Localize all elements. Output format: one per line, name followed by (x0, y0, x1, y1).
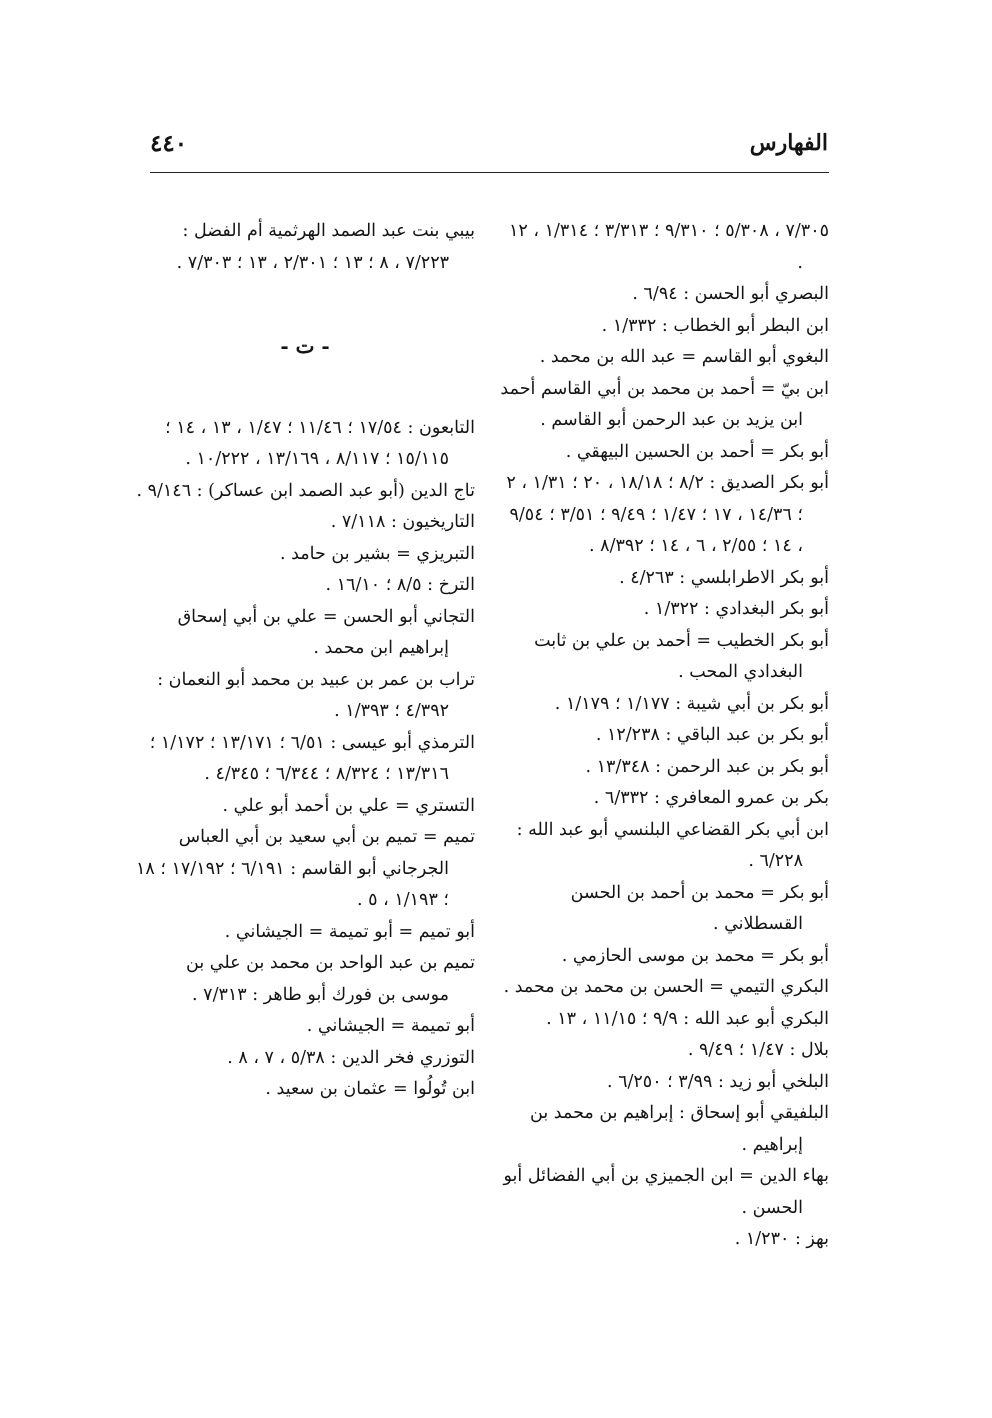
index-entry: أبو بكر بن عبد الرحمن : ١٣/٣٤٨ . (585, 756, 829, 777)
index-entry: التستري = علي بن أحمد أبو علي . (222, 795, 475, 816)
index-entry: أبو تميم = أبو تميمة = الجيشاني . (224, 921, 475, 942)
index-entry: بهز : ١/٢٣٠ . (734, 1229, 829, 1249)
running-title: الفهارس (749, 130, 828, 156)
index-entry: أبو بكر = محمد بن أحمد بن الحسن القسطلاني . (570, 882, 829, 934)
index-entry: أبو بكر = محمد بن موسى الحازمي . (561, 945, 829, 966)
index-entry: أبو بكر الخطيب = أحمد بن علي بن ثابت البغدادي المحب . (534, 630, 829, 682)
index-entry: التجاني أبو الحسن = علي بن أبي إسحاق إبراهيم ابن محمد . (177, 606, 475, 658)
index-entry: بيبي بنت عبد الصمد الهرثمية أم الفضل : ٧/٢٢٣ ، ٨ ؛ ١٣ ؛ ٢/٣٠١ ، ١٣ ؛ ٧/٣٠٣ . (176, 221, 475, 273)
index-entry: أبو تميمة = الجيشاني . (306, 1016, 475, 1036)
page-header (150, 130, 828, 170)
index-entry: ٧/٣٠٥ ، ٥/٣٠٨ ؛ ٩/٣١٠ ؛ ٣/٣١٣ ؛ ١/٣١٤ ، ١٢ . (509, 221, 829, 273)
index-entry: ابن البطر أبو الخطاب : ١/٣٣٢ . (601, 315, 829, 336)
index-entry: أبو بكر الاطرابلسي : ٤/٢٦٣ . (619, 567, 829, 588)
index-entry: البصري أبو الحسن : ٦/٩٤ . (632, 284, 829, 304)
index-entry: بلال : ١/٤٧ ؛ ٩/٤٩ . (687, 1040, 829, 1060)
index-entry: الترخ : ٨/٥ ؛ ١٦/١٠ . (325, 575, 475, 595)
index-entry: تاج الدين (أبو عبد الصمد ابن عساكر) : ٩/١٤٦ . (136, 480, 475, 501)
index-entry: تراب بن عمر بن عبيد بن محمد أبو النعمان : ٤/٣٩٢ ؛ ١/٣٩٣ . (157, 669, 475, 721)
index-entry: بهاء الدين = ابن الجميزي بن أبي الفضائل أبو الحسن . (503, 1166, 829, 1218)
index-entry: البغوي أبو القاسم = عبد الله بن محمد . (539, 347, 829, 367)
index-entry: تميم = تميم بن أبي سعيد بن أبي العباس الجرجاني أبو القاسم : ٦/١٩١ ؛ ١٧/١٩٢ ؛ ١٨ ؛ ١/١٩٣ ، ٥ . (136, 827, 475, 910)
index-entry: الترمذي أبو عيسى : ٦/٥١ ؛ ١٣/١٧١ ؛ ١/١٧٢ ؛ ١٣/٣١٦ ؛ ٨/٣٢٤ ؛ ٦/٣٤٤ ؛ ٤/٣٤٥ . (149, 732, 475, 784)
index-entry: أبو بكر الصديق : ٨/٢ ؛ ١٨/١٨ ، ٢٠ ؛ ١/٣١ ، ٢ ؛ ١٤/٣٦ ، ١٧ ؛ ١/٤٧ ؛ ٩/٤٩ ؛ ٣/٥١ ؛ ٩/٥٤ ، ١٤ ؛ ٢/٥٥ ، ٦ ، ١٤ ؛ ٨/٣٩٢ . (506, 473, 829, 556)
index-entry: التابعون : ١٧/٥٤ ؛ ١١/٤٦ ؛ ١/٤٧ ، ١٣ ، ١٤ ؛ ١٥/١١٥ ؛ ٨/١١٧ ، ١٣/١٦٩ ، ١٠/٢٢٢ . (165, 417, 475, 469)
index-column-left (135, 216, 475, 1106)
index-entry: أبو بكر بن أبي شيبة : ١/١٧٧ ؛ ١/١٧٩ . (554, 693, 829, 714)
page-number: ٤٤٠ (150, 130, 188, 157)
index-entry: أبو بكر = أحمد بن الحسين البيهقي . (565, 441, 829, 462)
header-rule (150, 172, 829, 173)
index-entry: البلفيقي أبو إسحاق : إبراهيم بن محمد بن إبراهيم . (530, 1103, 829, 1155)
index-entry: ابن بيّ = أحمد بن محمد بن أبي القاسم أحمد ابن يزيد بن عبد الرحمن أبو القاسم . (500, 378, 829, 430)
section-letter-heading: - ت - (280, 334, 330, 358)
index-entry: التاريخيون : ٧/١١٨ . (330, 512, 475, 532)
index-entry: البكري التيمي = الحسن بن محمد بن محمد . (503, 977, 829, 997)
index-column-right (499, 216, 829, 1256)
index-entry: ابن أبي بكر القضاعي البلنسي أبو عبد الله : ٦/٢٢٨ . (516, 819, 829, 871)
index-entry: تميم بن عبد الواحد بن محمد بن علي بن موسى بن فورك أبو طاهر : ٧/٣١٣ . (186, 953, 475, 1005)
index-entry: التبريزي = بشير بن حامد . (280, 543, 475, 564)
index-entry: البلخي أبو زيد : ٣/٩٩ ؛ ٦/٢٥٠ . (606, 1071, 829, 1092)
index-entry: أبو بكر بن عبد الباقي : ١٢/٢٣٨ . (595, 725, 829, 745)
index-entry: أبو بكر البغدادي : ١/٣٢٢ . (643, 599, 829, 619)
index-entry: البكري أبو عبد الله : ٩/٩ ؛ ١١/١٥ ، ١٣ . (546, 1008, 829, 1029)
index-entry: بكر بن عمرو المعافري : ٦/٣٣٢ . (593, 788, 829, 808)
index-entry: ابن تُولُوا = عثمان بن سعيد . (265, 1079, 475, 1099)
index-entry: التوزري فخر الدين : ٥/٣٨ ، ٧ ، ٨ . (227, 1047, 475, 1068)
